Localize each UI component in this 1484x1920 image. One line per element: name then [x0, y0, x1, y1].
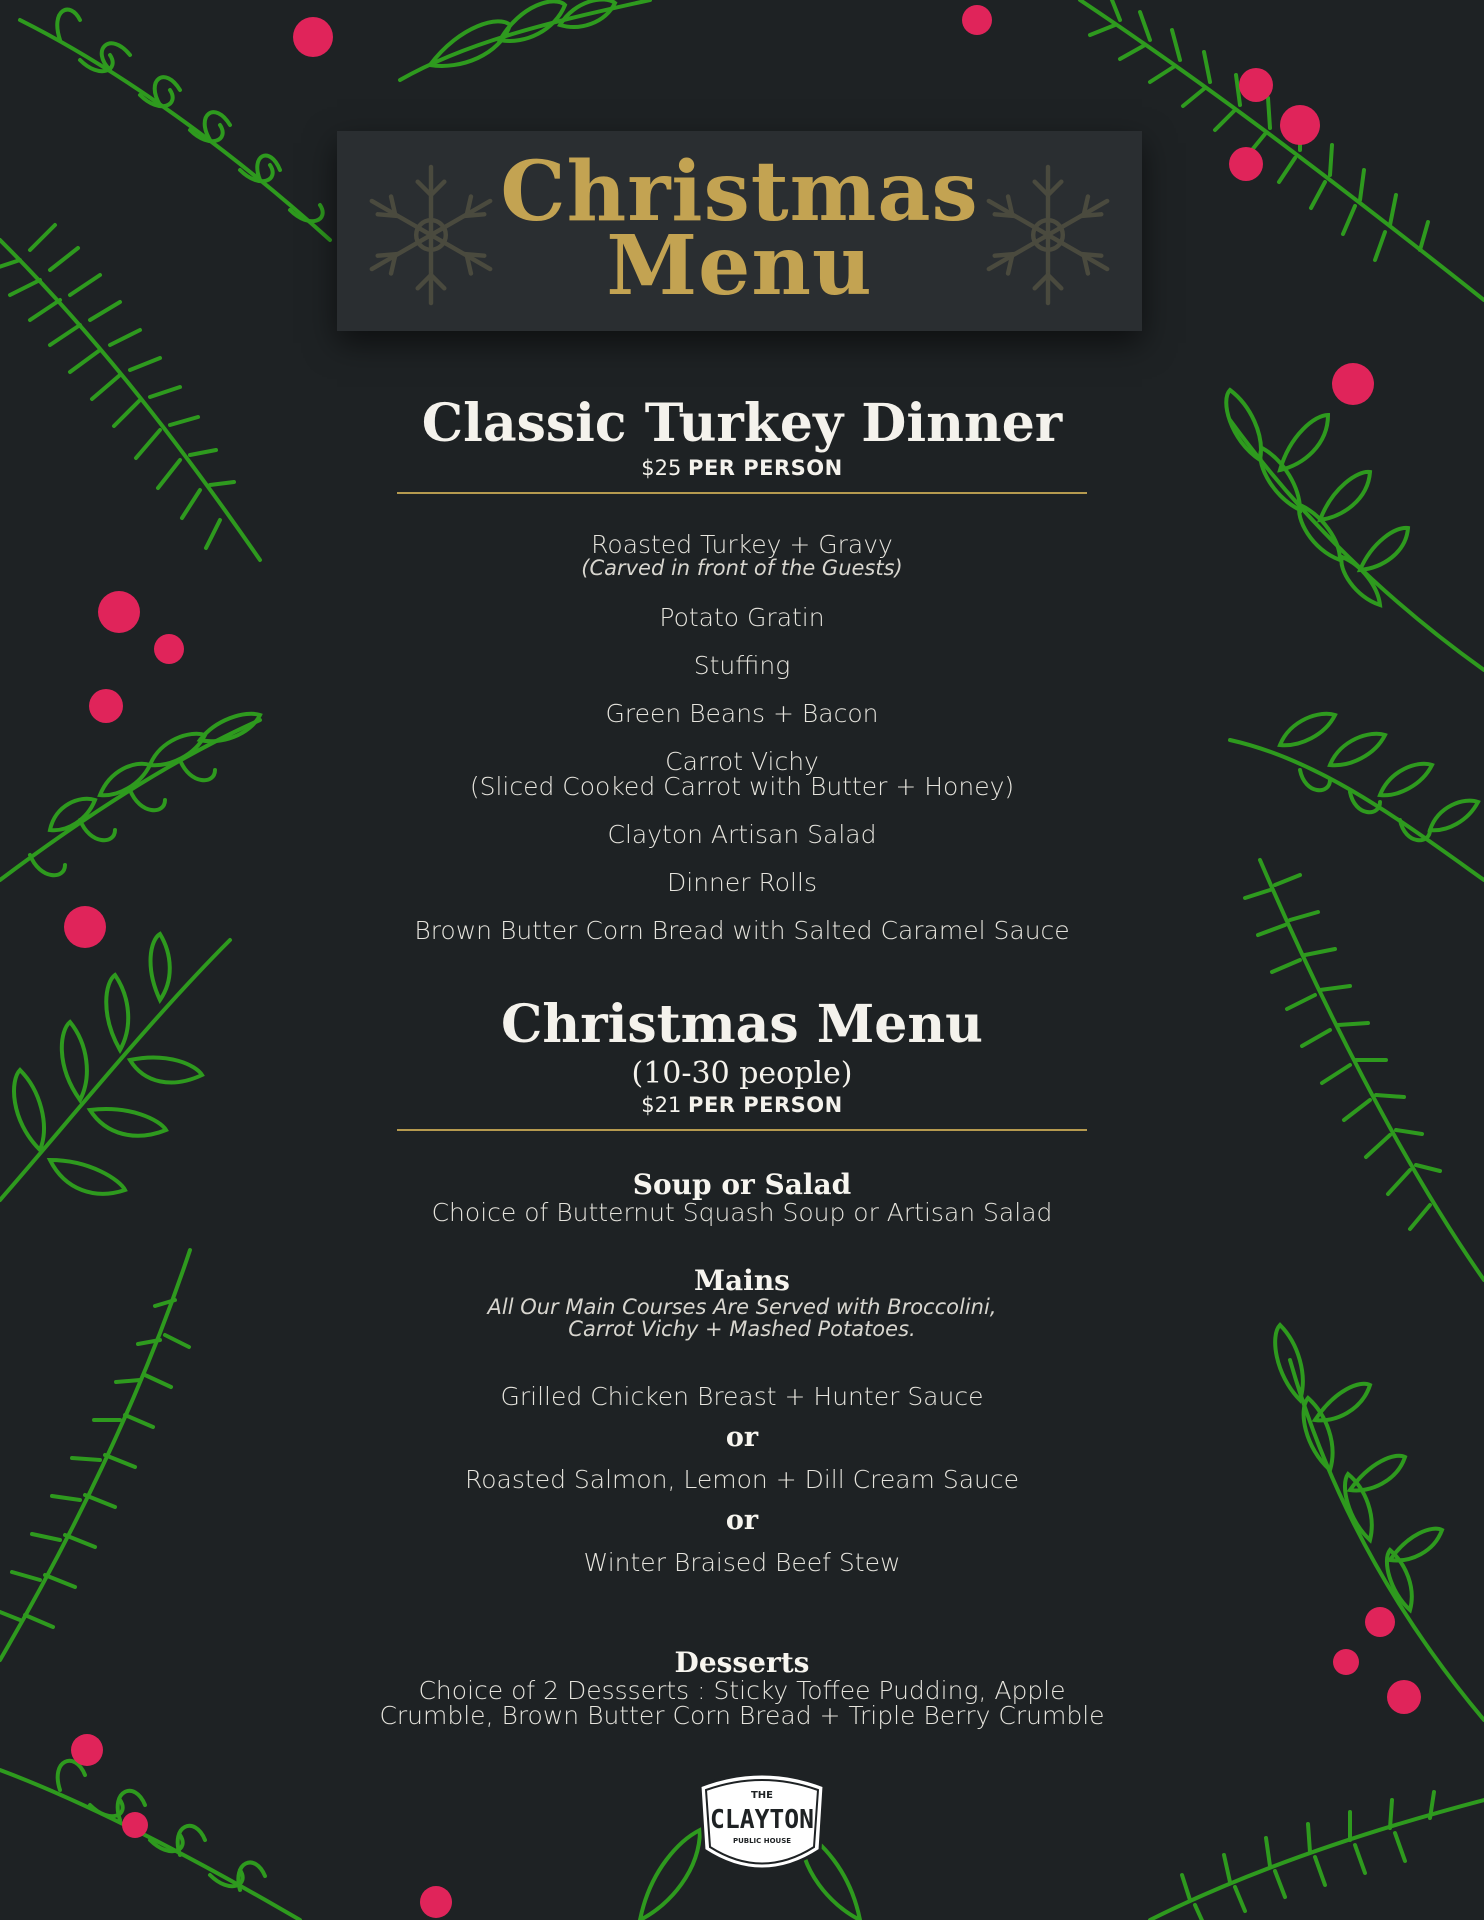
- clayton-logo: [690, 1768, 834, 1878]
- svg-text:THE: THE: [750, 1790, 774, 1801]
- snowflake-icon: [974, 161, 1122, 309]
- christmas-menu-price: $21 PER PERSON: [641, 1093, 843, 1117]
- mains-heading: Mains: [694, 1264, 790, 1297]
- main-course-3: Winter Braised Beef Stew: [583, 1548, 901, 1577]
- soup-salad-text: Choice of Butternut Squash Soup or Artisan Salad: [431, 1198, 1053, 1227]
- menu-item: Clayton Artisan Salad: [607, 820, 877, 849]
- christmas-menu-group-size: (10-30 people): [631, 1056, 853, 1091]
- title-banner: [337, 131, 1142, 331]
- mains-note-line-2: Carrot Vichy + Mashed Potatoes.: [568, 1317, 916, 1341]
- mains-note-line-1: All Our Main Courses Are Served with Broccolini,: [487, 1295, 997, 1319]
- svg-text:PUBLIC HOUSE: PUBLIC HOUSE: [732, 1837, 792, 1845]
- menu-item: Carrot Vichy: [665, 747, 819, 776]
- christmas-menu-title: Christmas Menu: [501, 994, 983, 1055]
- mains-block: [0, 1266, 1484, 1575]
- gold-divider: [397, 1129, 1087, 1131]
- main-course-1: Grilled Chicken Breast + Hunter Sauce: [500, 1382, 984, 1411]
- desserts-text-line-2: Crumble, Brown Butter Corn Bread + Triple Berry Crumble: [379, 1701, 1105, 1730]
- or-separator: or: [725, 1422, 759, 1453]
- title-line-1: Christmas: [500, 144, 979, 240]
- menu-item: Roasted Turkey + Gravy: [591, 530, 893, 559]
- turkey-dinner-title: Classic Turkey Dinner: [421, 393, 1063, 454]
- soup-salad-block: [0, 1170, 1484, 1225]
- turkey-dinner-items: [0, 532, 1484, 943]
- main-course-2: Roasted Salmon, Lemon + Dill Cream Sauce: [465, 1465, 1019, 1494]
- soup-salad-heading: Soup or Salad: [632, 1168, 852, 1201]
- turkey-dinner-price: $25 PER PERSON: [641, 456, 843, 480]
- desserts-text-line-1: Choice of 2 Dessserts : Sticky Toffee Pudding, Apple: [418, 1676, 1066, 1705]
- christmas-menu-section: [0, 995, 1484, 1131]
- menu-item: Green Beans + Bacon: [605, 699, 879, 728]
- menu-item: Stuffing: [693, 651, 791, 680]
- menu-item: Dinner Rolls: [667, 868, 817, 897]
- menu-item-note: (Sliced Cooked Carrot with Butter + Honey): [469, 772, 1015, 801]
- svg-text:CLAYTON: CLAYTON: [710, 1805, 814, 1835]
- turkey-dinner-section: [0, 394, 1484, 494]
- menu-item-note: (Carved in front of the Guests): [581, 556, 903, 580]
- gold-divider: [397, 492, 1087, 494]
- desserts-block: [0, 1648, 1484, 1728]
- desserts-heading: Desserts: [674, 1646, 810, 1679]
- menu-item: Potato Gratin: [659, 603, 825, 632]
- title-line-2: Menu: [606, 218, 873, 314]
- or-separator: or: [725, 1505, 759, 1536]
- menu-item: Brown Butter Corn Bread with Salted Caramel Sauce: [414, 916, 1070, 945]
